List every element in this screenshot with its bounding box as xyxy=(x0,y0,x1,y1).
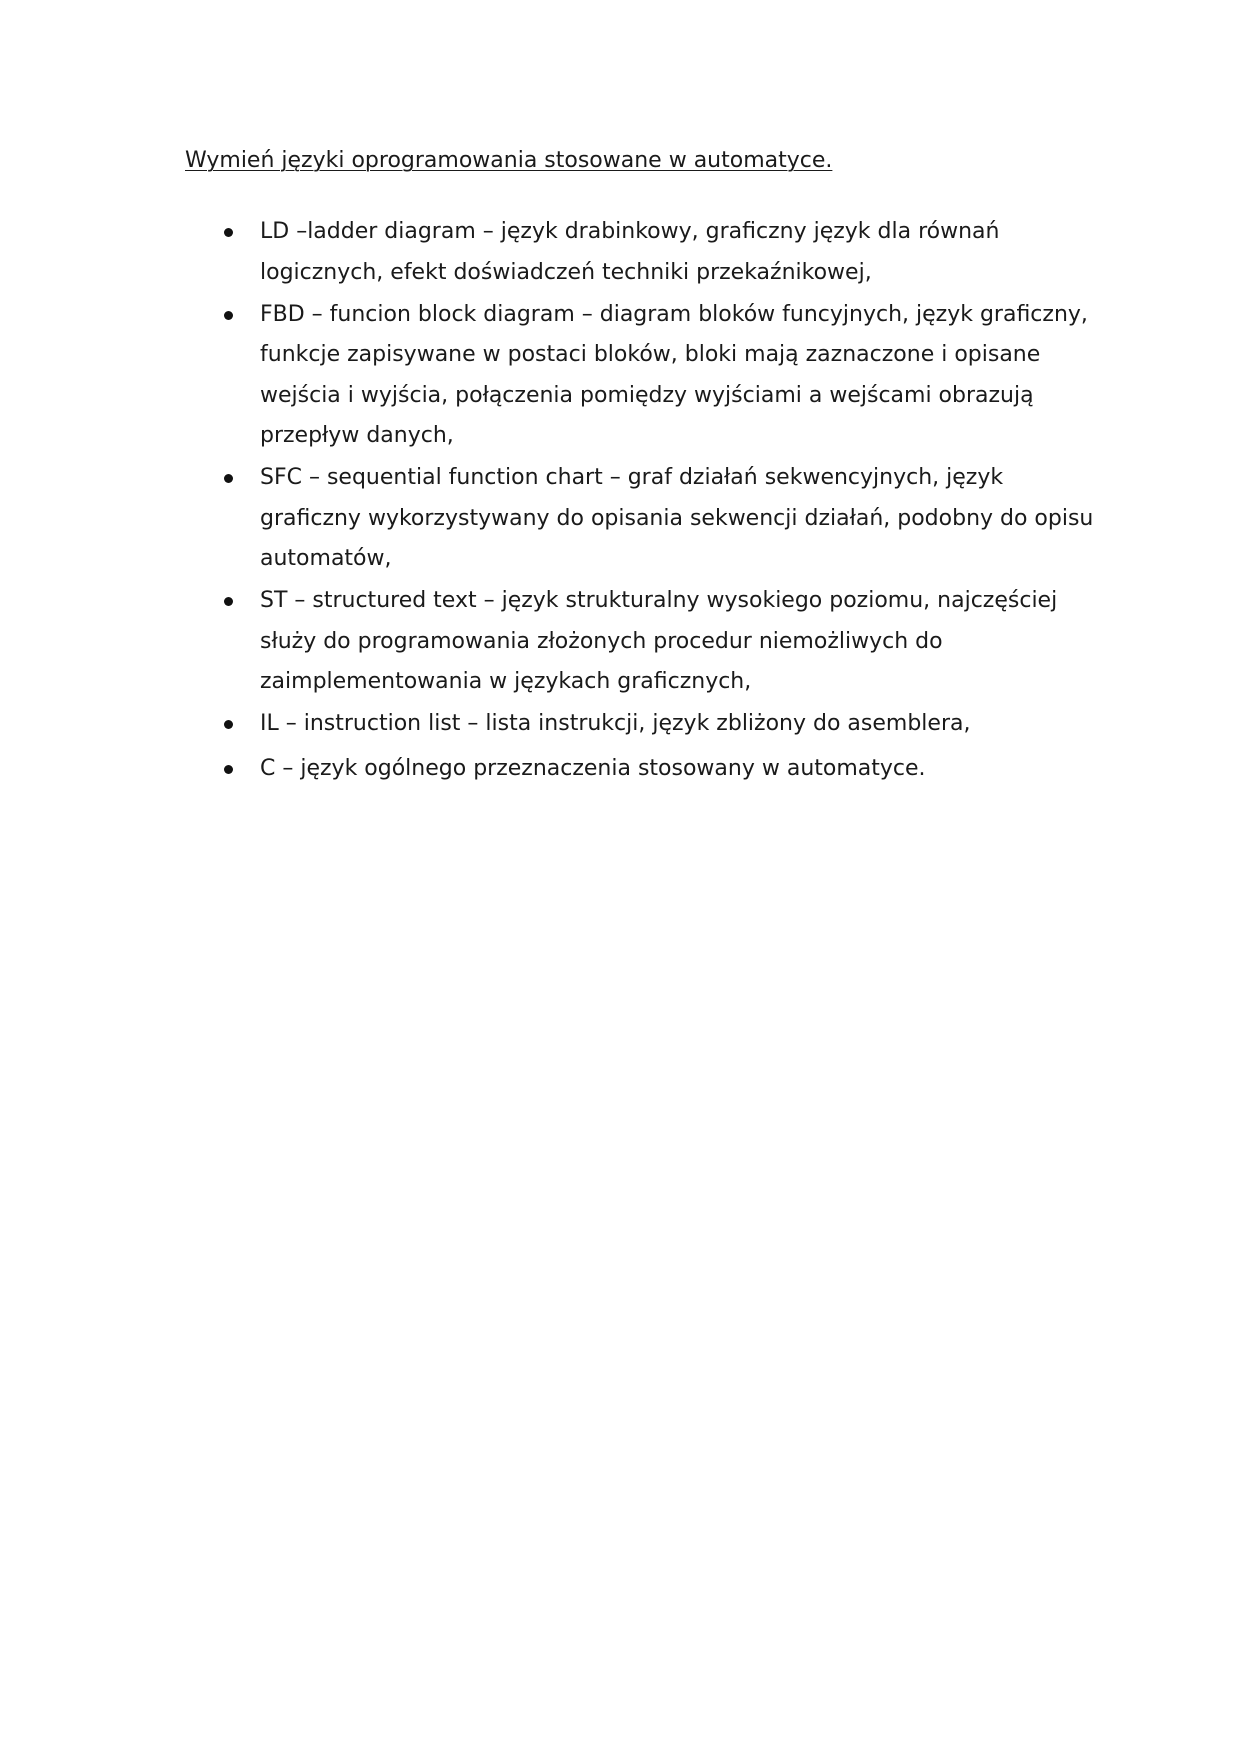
list-item-text: SFC – sequential function chart – graf działań sekwencyjnych, język graficzny wykorzystywany do opisania sekwencji działań, podobny do opisu automatów, xyxy=(260,465,1094,571)
bullet-icon xyxy=(224,597,233,606)
list-item-text: ST – structured text – język strukturalny wysokiego poziomu, najczęściej służy do programowania złożonych procedur niemożliwych do zaimplementowania w językach graficznych, xyxy=(260,588,1058,694)
list-item-text: IL – instruction list – lista instrukcji, język zbliżony do asemblera, xyxy=(260,711,971,736)
list-item xyxy=(216,212,1096,293)
bullet-icon xyxy=(224,765,233,774)
list-item xyxy=(216,749,1096,790)
bullet-list xyxy=(216,212,1096,791)
list-item-text: FBD – funcion block diagram – diagram bloków funcyjnych, język graficzny, funkcje zapisywane w postaci bloków, bloki mają zaznaczone i opisane wejścia i wyjścia, połączenia pomiędzy wyjściami a wejścami obrazują przepływ danych, xyxy=(260,301,1088,448)
list-item xyxy=(216,295,1096,457)
list-item xyxy=(216,458,1096,580)
list-item-text: C – język ogólnego przeznaczenia stosowany w automatyce. xyxy=(260,755,926,781)
bullet-icon xyxy=(224,311,233,320)
bullet-icon xyxy=(224,228,233,237)
list-item xyxy=(216,581,1096,703)
bullet-icon xyxy=(224,720,233,729)
document-heading: Wymień języki oprogramowania stosowane w automatyce. xyxy=(185,148,833,173)
list-item-text: LD –ladder diagram – język drabinkowy, graficzny język dla równań logicznych, efekt doświadczeń techniki przekaźnikowej, xyxy=(260,219,1000,285)
bullet-icon xyxy=(224,474,233,483)
list-item xyxy=(216,704,1096,745)
